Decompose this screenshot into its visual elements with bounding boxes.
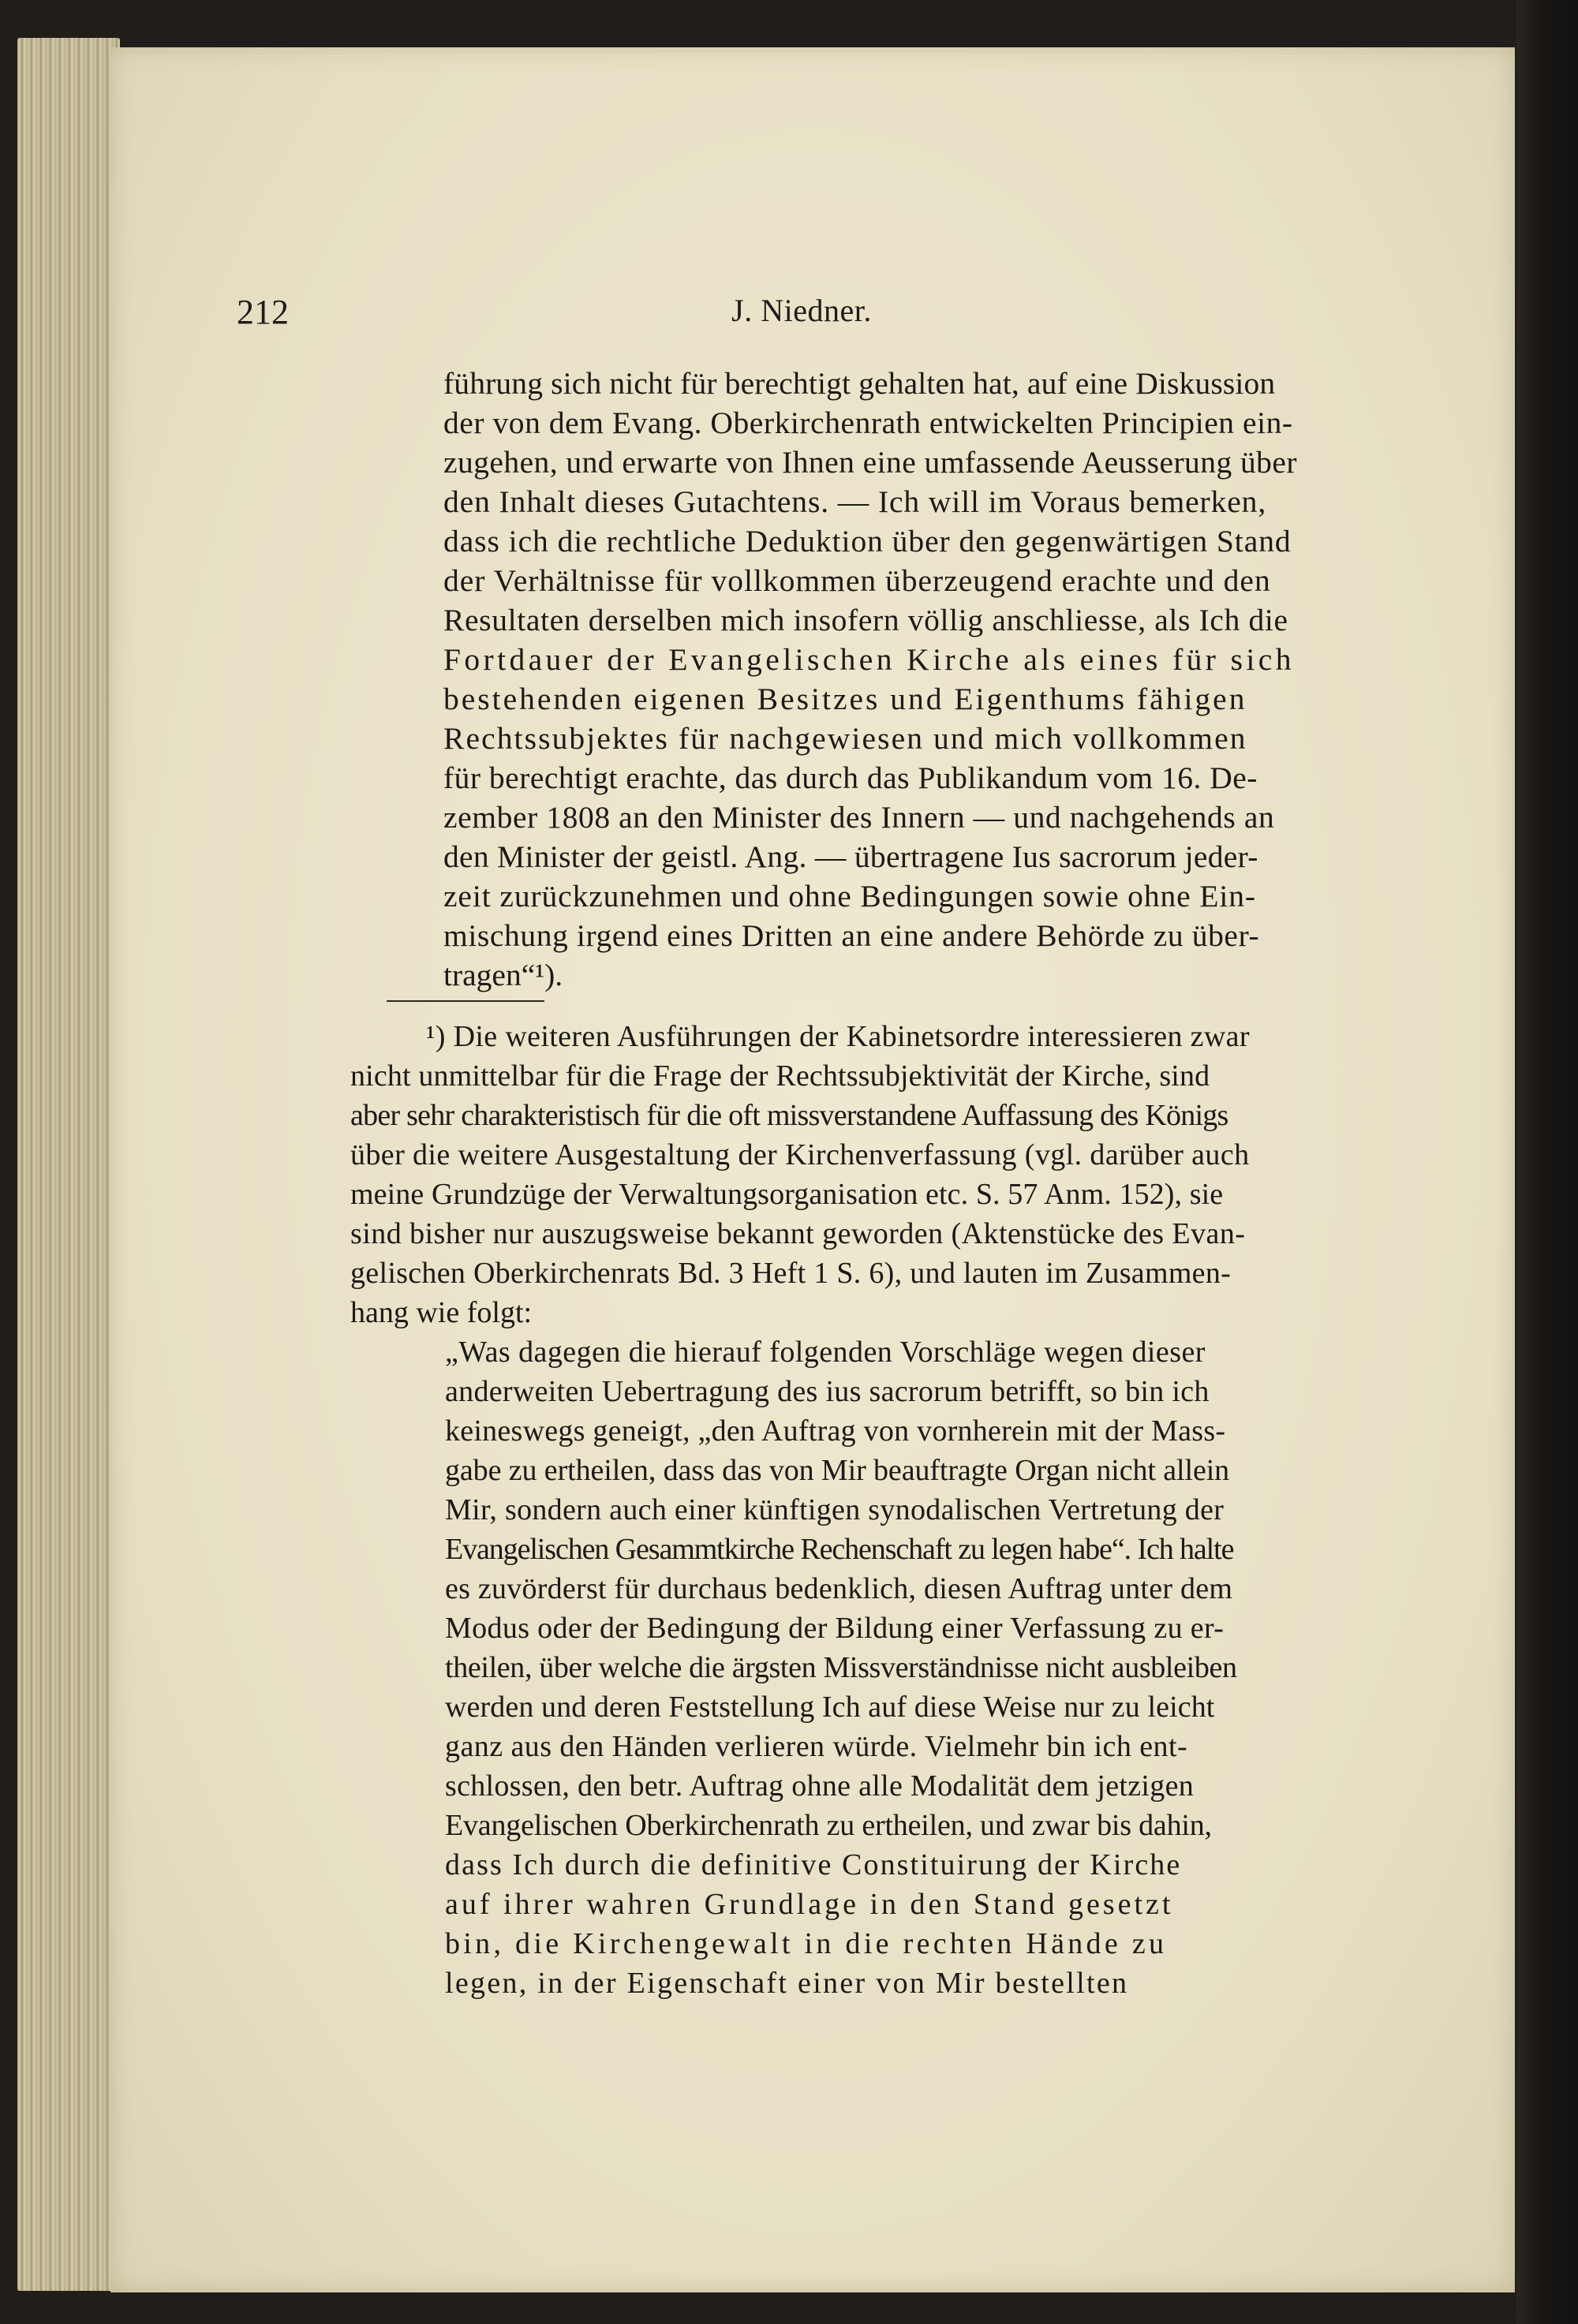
text-line: zember 1808 an den Minister des Innern — und nachgehends an <box>443 800 1275 835</box>
footnote-line: anderweiten Uebertragung des ius sacrorum betrifft, so bin ich <box>445 1375 1210 1408</box>
footnote-line: hang wie folgt: <box>350 1296 533 1329</box>
footnote-line: gelischen Oberkirchenrats Bd. 3 Heft 1 S. 6), und lauten im Zusammen- <box>350 1257 1232 1290</box>
footnote-line: bin, die Kirchengewalt in die rechten Hände zu <box>445 1927 1168 1960</box>
text-line: den Inhalt dieses Gutachtens. — Ich will im Voraus bemerken, <box>443 484 1267 519</box>
text-line: der Verhältnisse für vollkommen überzeugend erachte und den <box>443 563 1271 598</box>
footnote-line: schlossen, den betr. Auftrag ohne alle Modalität dem jetzigen <box>445 1769 1195 1803</box>
footnote-line: Evangelischen Gesammtkirche Rechenschaft zu legen habe“. Ich halte <box>445 1533 1234 1566</box>
footnote-line: sind bisher nur auszugsweise bekannt geworden (Aktenstücke des Evan- <box>350 1217 1246 1250</box>
footnote-line: dass Ich durch die definitive Constituirung der Kirche <box>445 1848 1182 1881</box>
footnote-line: meine Grundzüge der Verwaltungsorganisation etc. S. 57 Anm. 152), sie <box>350 1178 1224 1211</box>
footnote-line: Modus oder der Bedingung der Bildung einer Verfassung zu er- <box>445 1612 1225 1645</box>
text-line: Rechtssubjektes für nachgewiesen und mich vollkommen <box>443 721 1247 756</box>
text-line: führung sich nicht für berechtigt gehalten hat, auf eine Diskussion <box>443 366 1276 401</box>
book-spine-shadow <box>1516 0 1578 2324</box>
footnote-line: keineswegs geneigt, „den Auftrag von vornherein mit der Mass- <box>445 1414 1226 1448</box>
text-line: dass ich die rechtliche Deduktion über den gegenwärtigen Stand <box>443 524 1292 559</box>
text-line: Fortdauer der Evangelischen Kirche als eines für sich <box>443 642 1295 677</box>
footnote-line: theilen, über welche die ärgsten Missverständnisse nicht ausbleiben <box>445 1651 1237 1684</box>
footnote-line: nicht unmittelbar für die Frage der Rechtssubjektivität der Kirche, sind <box>350 1059 1210 1093</box>
footnote-line: auf ihrer wahren Grundlage in den Stand gesetzt <box>445 1888 1174 1921</box>
text-line: der von dem Evang. Oberkirchenrath entwickelten Principien ein- <box>443 405 1293 440</box>
footnote-line: ¹) Die weiteren Ausführungen der Kabinetsordre interessieren zwar <box>426 1020 1250 1053</box>
footnote-separator <box>387 1000 544 1002</box>
text-line: zeit zurückzunehmen und ohne Bedingungen sowie ohne Ein- <box>443 879 1256 914</box>
footnote-line: Evangelischen Oberkirchenrath zu ertheilen, und zwar bis dahin, <box>445 1809 1212 1842</box>
stacked-page-edges <box>17 38 120 2291</box>
footnote-line: es zuvörderst für durchaus bedenklich, diesen Auftrag unter dem <box>445 1572 1233 1605</box>
page-header <box>237 292 1367 339</box>
text-line: Resultaten derselben mich insofern völlig anschliesse, als Ich die <box>443 603 1288 637</box>
running-head: J. Niedner. <box>731 293 872 328</box>
footnote-line: „Was dagegen die hierauf folgenden Vorschläge wegen dieser <box>445 1336 1206 1369</box>
footnote-line: werden und deren Feststellung Ich auf diese Weise nur zu leicht <box>445 1691 1215 1724</box>
footnote-line: Mir, sondern auch einer künftigen synodalischen Vertretung der <box>445 1493 1225 1526</box>
footnote-line: gabe zu ertheilen, dass das von Mir beauftragte Organ nicht allein <box>445 1454 1230 1487</box>
text-line: den Minister der geistl. Ang. — übertragene Ius sacrorum jeder- <box>443 839 1258 874</box>
footnote-line: legen, in der Eigenschaft einer von Mir bestellten <box>445 1967 1129 2000</box>
footnote-line: ganz aus den Händen verlieren würde. Vielmehr bin ich ent- <box>445 1730 1188 1763</box>
text-line: bestehenden eigenen Besitzes und Eigenthums fähigen <box>443 682 1247 716</box>
footnote-line: aber sehr charakteristisch für die oft missverstandene Auffassung des Königs <box>350 1099 1228 1132</box>
text-line: zugehen, und erwarte von Ihnen eine umfassende Aeusserung über <box>443 445 1297 480</box>
text-line: mischung irgend eines Dritten an eine andere Behörde zu über- <box>443 918 1260 953</box>
page-number: 212 <box>237 293 289 331</box>
text-line: für berechtigt erachte, das durch das Publikandum vom 16. De- <box>443 760 1258 795</box>
footnote-line: über die weitere Ausgestaltung der Kirchenverfassung (vgl. darüber auch <box>350 1138 1250 1171</box>
text-line: tragen“¹). <box>443 958 563 992</box>
